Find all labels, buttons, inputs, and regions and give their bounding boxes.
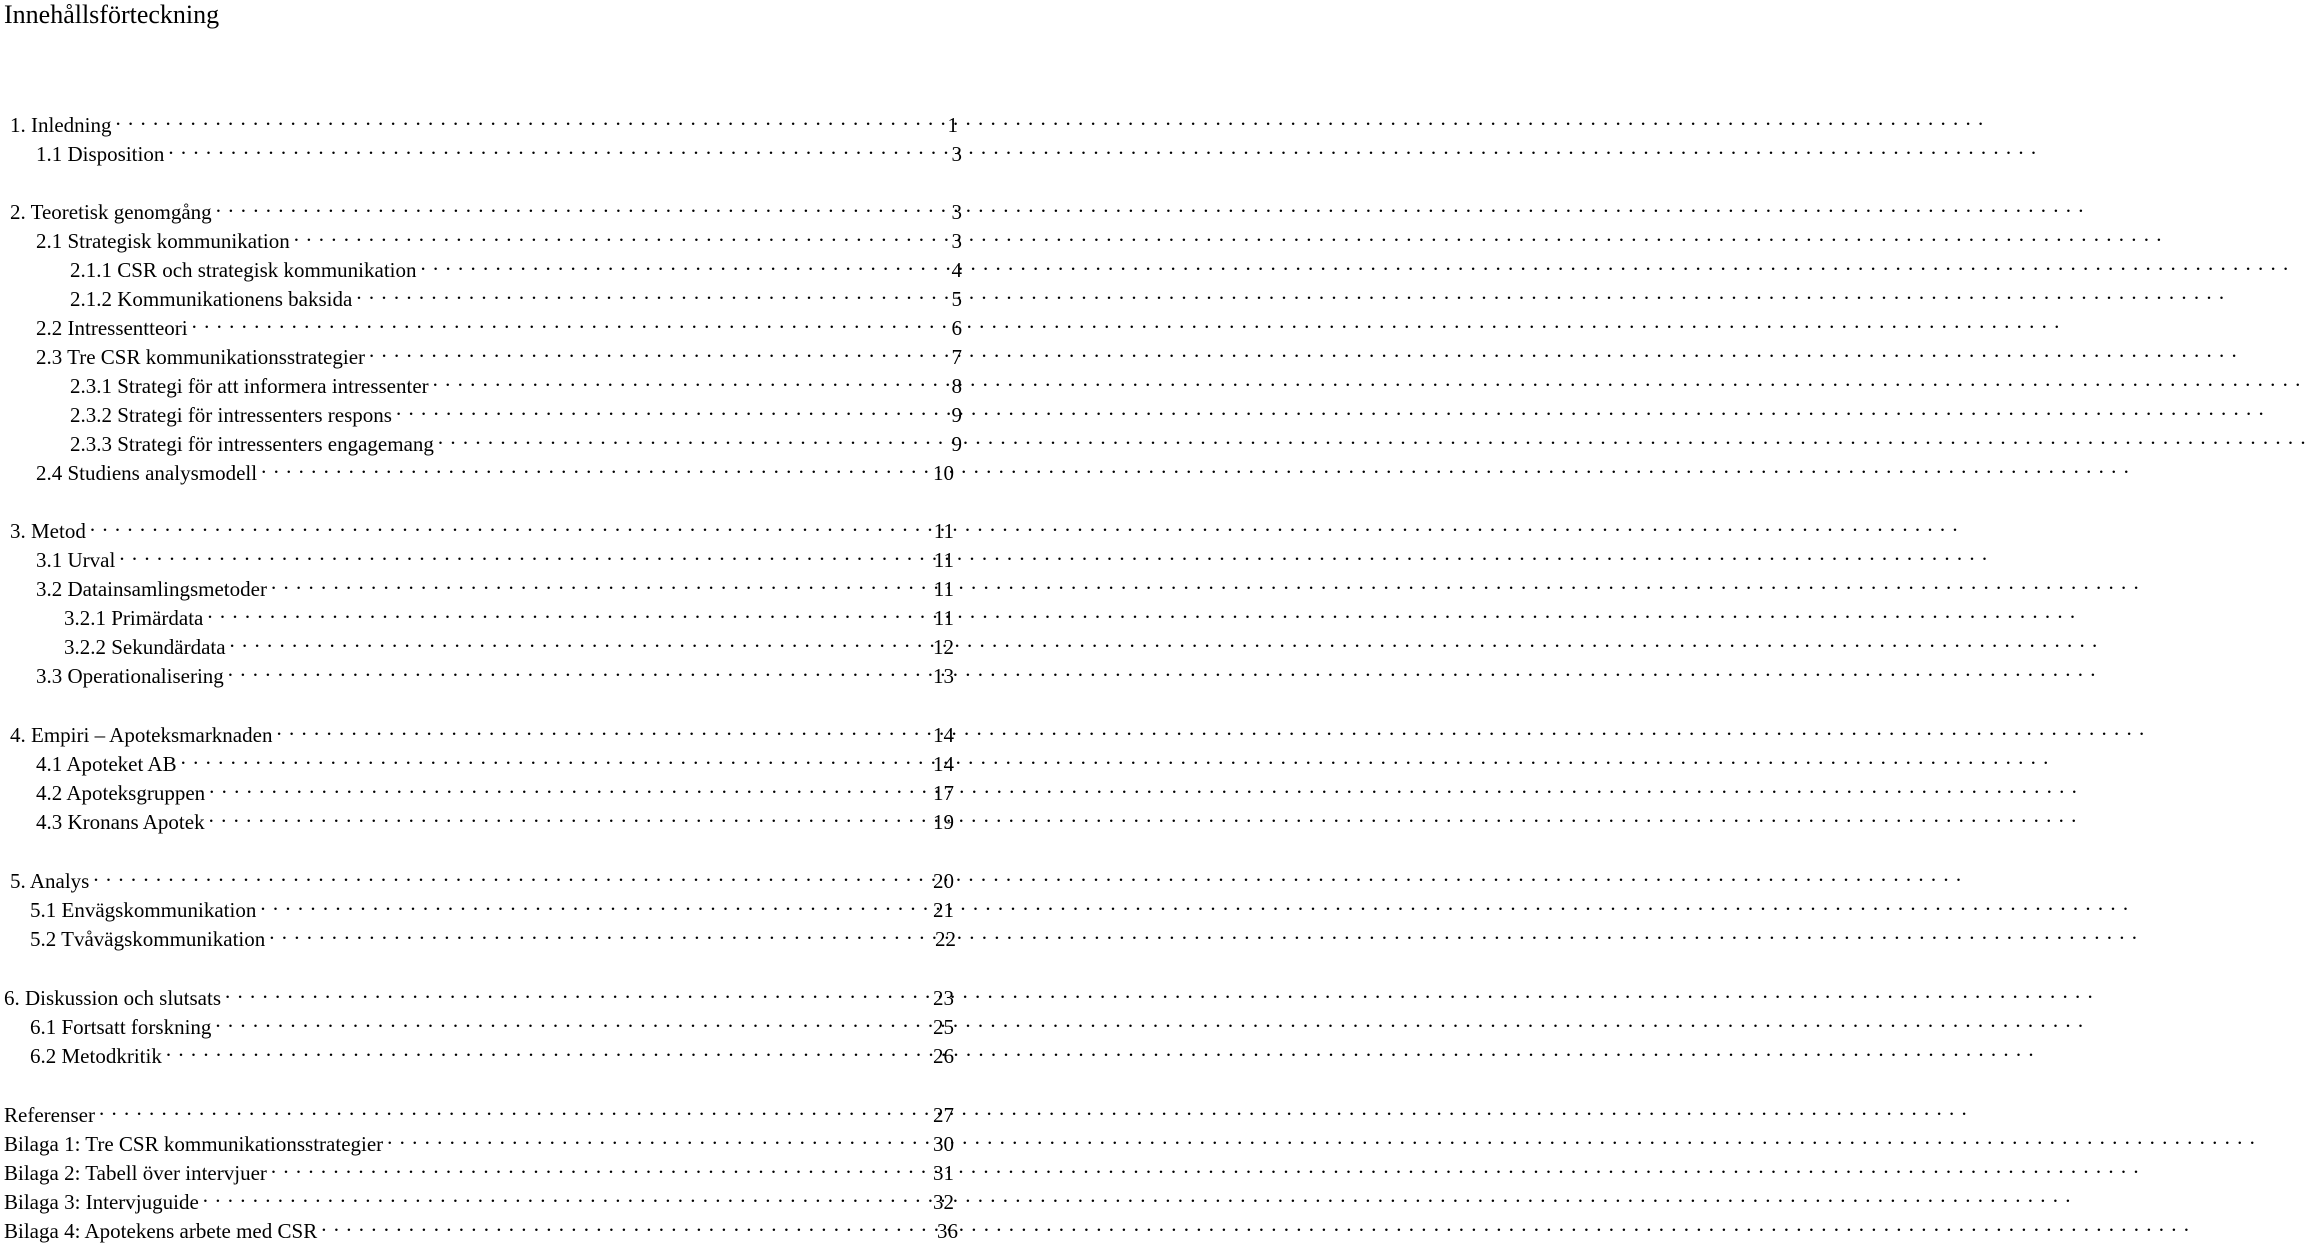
dot-leader [438, 423, 948, 451]
toc-entry-label: 6. Diskussion och slutsats [4, 986, 222, 1010]
dot-leader [356, 278, 947, 306]
dot-leader [203, 1181, 929, 1209]
toc-entry-label: 5. Analys [10, 869, 90, 893]
toc-entry[interactable] [70, 278, 962, 311]
toc-entry[interactable] [70, 394, 962, 427]
toc-entry-label: 3.2 Datainsamlingsmetoder [36, 577, 267, 601]
toc-entry-page: 7 [951, 345, 962, 369]
toc-entry[interactable] [36, 336, 962, 369]
toc-entry[interactable] [36, 133, 962, 166]
toc-entry-page: 32 [933, 1190, 954, 1214]
toc-entry-page: 10 [933, 461, 954, 485]
toc-entry-label: Bilaga 2: Tabell över intervjuer [4, 1161, 267, 1185]
toc-entry-page: 13 [933, 664, 954, 688]
toc-entry-label: Bilaga 1: Tre CSR kommunikationsstrategier [4, 1132, 384, 1156]
toc-entry-page: 26 [933, 1044, 954, 1068]
dot-leader [119, 539, 929, 567]
dot-leader [260, 889, 929, 917]
toc-entry[interactable] [10, 191, 962, 224]
dot-leader [294, 220, 948, 248]
toc-entry-label: 3.2.1 Primärdata [64, 606, 204, 630]
dot-leader [228, 655, 929, 683]
dot-leader [433, 365, 948, 393]
toc-entry[interactable] [4, 977, 954, 1010]
toc-entry-page: 11 [933, 548, 954, 572]
toc-entry-page: 27 [933, 1103, 954, 1127]
dot-leader [99, 1094, 929, 1122]
dot-leader [209, 801, 929, 829]
toc-entry[interactable] [36, 539, 954, 572]
toc-entry[interactable] [10, 714, 954, 747]
toc-entry[interactable] [70, 423, 962, 456]
toc-entry-label: 2.3 Tre CSR kommunikationsstrategier [36, 345, 366, 369]
toc-entry-page: 14 [933, 752, 954, 776]
toc-entry-label: Bilaga 4: Apotekens arbete med CSR [4, 1219, 318, 1243]
dot-leader [181, 743, 929, 771]
toc-entry-label: 3.3 Operationalisering [36, 664, 224, 688]
toc-entry[interactable] [30, 1006, 954, 1039]
toc-entry-label: 5.2 Tvåvägskommunikation [30, 927, 266, 951]
toc-entry-label: Bilaga 3: Intervjuguide [4, 1190, 199, 1214]
dot-leader [230, 626, 929, 654]
toc-entry[interactable] [36, 743, 954, 776]
toc-entry-label: 2.1.1 CSR och strategisk kommunikation [70, 258, 417, 282]
toc-entry[interactable] [70, 249, 962, 282]
toc-entry[interactable] [4, 1152, 954, 1185]
toc-entry-page: 5 [951, 287, 962, 311]
toc-entry-label: 4.1 Apoteket AB [36, 752, 177, 776]
toc-entry-page: 19 [933, 810, 954, 834]
toc-entry[interactable] [4, 1181, 954, 1214]
toc-entry[interactable] [36, 568, 954, 601]
dot-leader [192, 307, 948, 335]
toc-entry-label: 2.1.2 Kommunikationens baksida [70, 287, 353, 311]
toc-entry[interactable] [64, 597, 954, 630]
dot-leader [225, 977, 929, 1005]
dot-leader [396, 394, 948, 422]
dot-leader [166, 1035, 929, 1063]
toc-entry-page: 3 [951, 200, 962, 224]
toc-entry[interactable] [36, 655, 954, 688]
toc-entry-page: 22 [935, 927, 956, 951]
toc-entry[interactable] [30, 918, 956, 951]
toc-entry-label: 6.2 Metodkritik [30, 1044, 162, 1068]
toc-entry-label: 2.3.2 Strategi för intressenters respons [70, 403, 392, 427]
dot-leader [387, 1123, 929, 1151]
toc-entry-label: 2.3.3 Strategi för intressenters engagemang [70, 432, 434, 456]
toc-entry-page: 30 [933, 1132, 954, 1156]
toc-entry[interactable] [30, 889, 954, 922]
toc-entry-label: 4.3 Kronans Apotek [36, 810, 205, 834]
dot-leader [276, 714, 929, 742]
toc-entry-label: 1. Inledning [10, 113, 112, 137]
toc-entry-page: 9 [951, 432, 962, 456]
toc-entry-label: 2. Teoretisk genomgång [10, 200, 212, 224]
dot-leader [261, 452, 929, 480]
toc-entry[interactable] [36, 772, 954, 805]
dot-leader [369, 336, 947, 364]
toc-entry-page: 12 [933, 635, 954, 659]
toc-entry[interactable] [36, 307, 962, 340]
toc-entry[interactable] [10, 104, 958, 137]
toc-entry-label: 3.1 Urval [36, 548, 116, 572]
toc-entry[interactable] [70, 365, 962, 398]
toc-entry-label: 6.1 Fortsatt forskning [30, 1015, 212, 1039]
dot-leader [421, 249, 948, 277]
toc-entry-page: 25 [933, 1015, 954, 1039]
dot-leader [321, 1210, 933, 1238]
toc-entry[interactable] [30, 1035, 954, 1068]
toc-entry-label: 2.2 Intressentteori [36, 316, 188, 340]
toc-entry-page: 31 [933, 1161, 954, 1185]
toc-entry-label: 2.3.1 Strategi för att informera intressenter [70, 374, 429, 398]
toc-entry-label: 4. Empiri – Apoteksmarknaden [10, 723, 273, 747]
toc-entry-page: 3 [951, 229, 962, 253]
toc-entry[interactable] [10, 860, 954, 893]
toc-entry-label: 3. Metod [10, 519, 86, 543]
toc-entry-page: 9 [951, 403, 962, 427]
toc-entry-page: 23 [933, 986, 954, 1010]
toc-entry-page: 1 [947, 113, 958, 137]
toc-entry[interactable] [64, 626, 954, 659]
toc-entry[interactable] [36, 220, 962, 253]
dot-leader [115, 104, 943, 132]
toc-heading: Innehållsförteckning [4, 0, 220, 29]
toc-entry-page: 8 [951, 374, 962, 398]
dot-leader [93, 860, 929, 888]
toc-entry-label: 3.2.2 Sekundärdata [64, 635, 226, 659]
toc-entry[interactable] [4, 1210, 958, 1243]
toc-entry-label: 1.1 Disposition [36, 142, 165, 166]
dot-leader [207, 597, 929, 625]
toc-entry-page: 11 [933, 606, 954, 630]
dot-leader [271, 1152, 929, 1180]
toc-entry-label: 5.1 Envägskommunikation [30, 898, 257, 922]
toc-entry[interactable] [36, 452, 954, 485]
toc-entry-page: 6 [951, 316, 962, 340]
toc-entry[interactable] [10, 510, 954, 543]
toc-entry[interactable] [4, 1123, 954, 1156]
dot-leader [271, 568, 930, 596]
toc-entry-label: 2.4 Studiens analysmodell [36, 461, 258, 485]
toc-entry-page: 36 [937, 1219, 958, 1243]
dot-leader [90, 510, 930, 538]
dot-leader [209, 772, 929, 800]
toc-entry-page: 4 [951, 258, 962, 282]
table-of-contents [0, 0, 962, 1243]
dot-leader [168, 133, 947, 161]
toc-entry-page: 14 [933, 723, 954, 747]
dot-leader [216, 191, 948, 219]
toc-entry-page: 20 [933, 869, 954, 893]
dot-leader [269, 918, 931, 946]
dot-leader [215, 1006, 929, 1034]
toc-entry-page: 11 [933, 519, 954, 543]
toc-entry-label: 2.1 Strategisk kommunikation [36, 229, 290, 253]
toc-entry[interactable] [36, 801, 954, 834]
toc-entry-page: 3 [951, 142, 962, 166]
toc-entry-page: 11 [933, 577, 954, 601]
toc-entry-label: 4.2 Apoteksgruppen [36, 781, 206, 805]
toc-entry-page: 21 [933, 898, 954, 922]
toc-entry-page: 17 [933, 781, 954, 805]
toc-entry[interactable] [4, 1094, 954, 1127]
toc-entry-label: Referenser [4, 1103, 95, 1127]
